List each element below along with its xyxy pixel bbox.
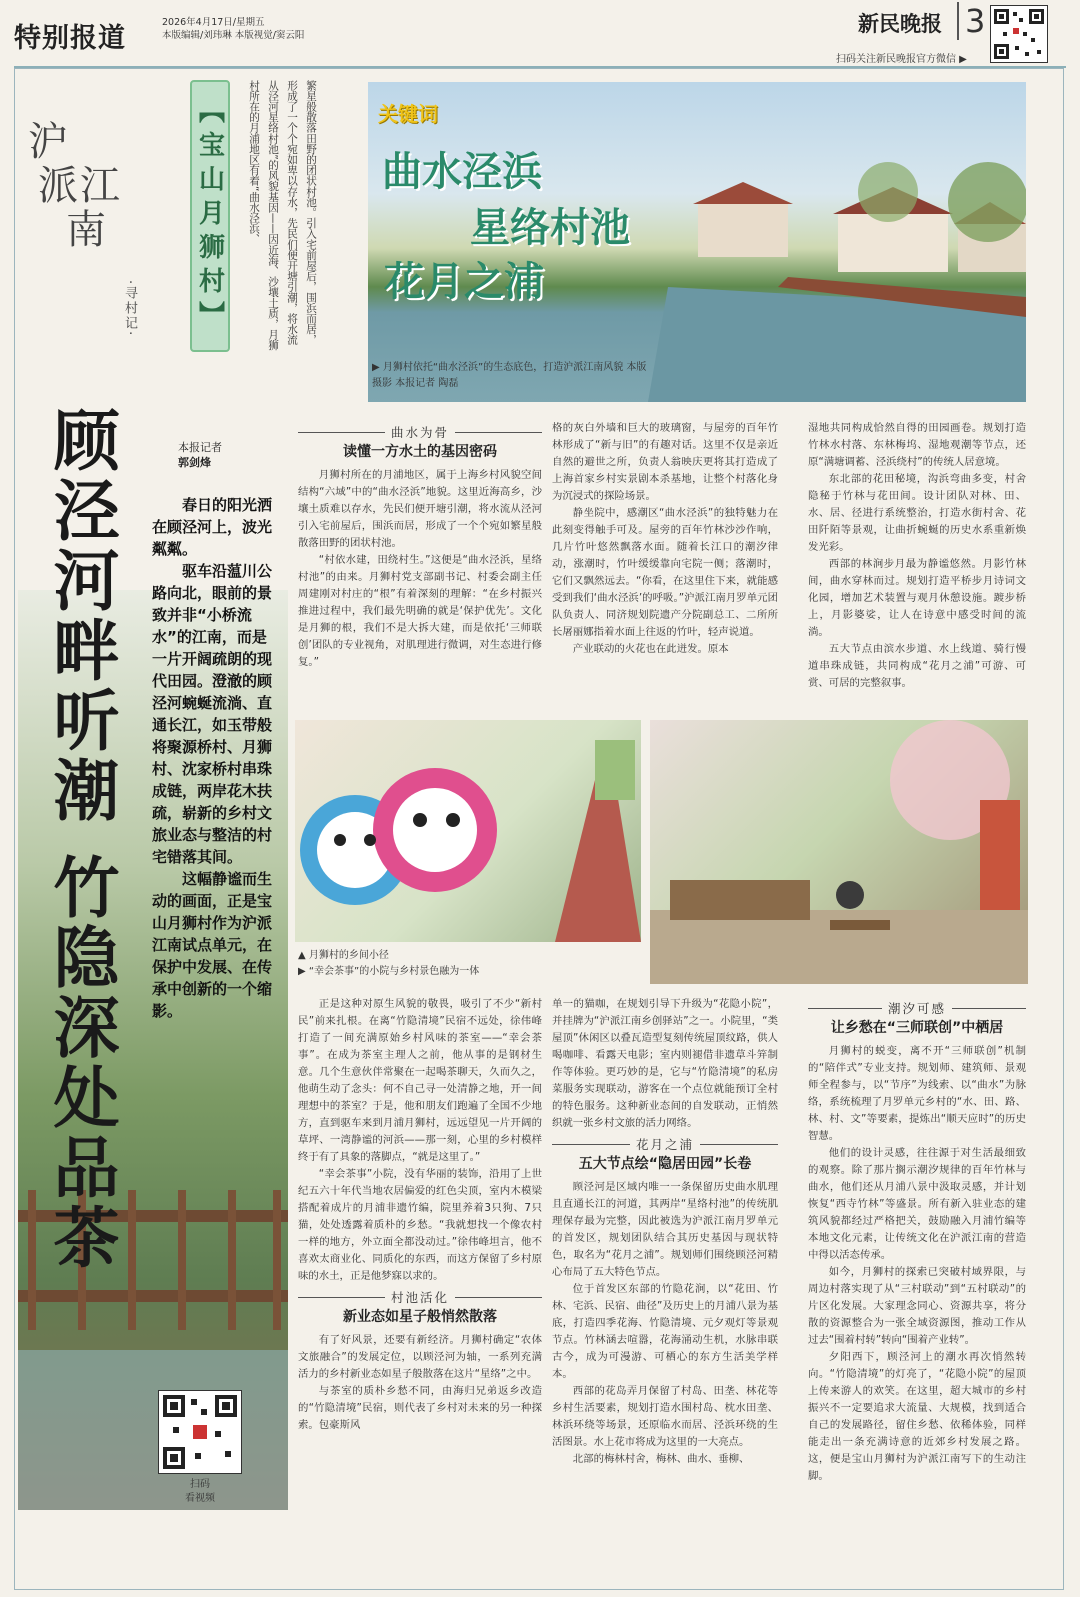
paragraph: 格的灰白外墙和巨大的玻璃窗，与屋旁的百年竹林形成了“新与旧”的有趣对话。这里不仅是亲近自然的避世之所，负责人翁映庆更将其打造成了上海首家乡村实景剧本杀基地，让整个村落化身为沉浸式的探险场景。: [552, 422, 778, 502]
byline-name: 郭剑烽: [178, 456, 211, 469]
masthead-char-4: 南: [66, 207, 106, 253]
main-photo-caption: ▶ 月狮村依托“曲水泾浜”的生态底色，打造沪派江南风貌 本版摄影 本报记者 陶磊: [372, 362, 647, 389]
paragraph: 湿地共同构成恰然自得的田园画卷。规划打造竹林水村落、东林梅坞、湿地观潮等节点，还原“满塘调蓄、泾浜绕村”的传统人居意境。: [808, 422, 1026, 468]
lead-p2: 驱车沿蕰川公路向北，眼前的景致并非“小桥流水”的江南，而是一片开阔疏朗的现代田园。澄澈的顾泾河蜿蜒流淌、直通长江，如玉带般将聚源桥村、月狮村、沈家桥村串珠成链，两岸花木扶疏，崭新的乡村文旅业态与整洁的村宅错落其间。: [152, 562, 273, 866]
section-label: 特别报道: [14, 23, 126, 54]
article-section-3: [808, 1000, 1026, 1485]
byline: [178, 440, 222, 470]
section-kicker: 曲水为骨: [298, 424, 542, 441]
editor-credit: 本版编辑/刘玮琳 本版视觉/窦云阳: [162, 30, 305, 41]
paragraph: 与茶室的质朴乡愁不同，由海归兄弟返乡改造的“竹隐清境”民宿，则代表了乡村对未来的另一种探索。包豪斯风: [298, 1385, 542, 1431]
paragraph: “村依水建，田绕村生。”这便是“曲水泾浜，星络村池”的由来。月狮村党支部副书记、村委会副主任周建刚对村庄的“根”有着深刻的理解：“在乡村振兴推进过程中，我们最先明确的就是‘保护优先’。文化是月狮的根，我们不是大拆大建，而是依托‘三师联创’团队的专业视角，对肌理进行微调，对生态进行修复。”: [298, 554, 542, 668]
paragraph: 静坐院中，感潮区“曲水泾浜”的独特魅力在此刻变得触手可及。屋旁的百年竹林沙沙作响，几片竹叶悠然飘落水面。随着长江口的潮汐律动，涨潮时，竹叶缓缓靠向宅院一侧；落潮时，它们又飘然远去。“你看，在这里住下来，就能感受到我们‘曲水泾浜’的呼吸。”沪派江南月罗单元团队负责人、同济规划院遗产分院副总工、二所所长屠丽娜指着水面上往返的竹叶，轻声说道。: [552, 507, 778, 638]
paragraph: 月狮村所在的月浦地区，属于上海乡村风貌空间结构“六域”中的“曲水泾浜”地貌。这里近海高乡，沙壤土质难以存水，先民们便开塘引潮，将水流从泾河引入宅前屋后，围浜而居，形成了一个个宛如繁星般散落田野的团状村池。: [298, 469, 542, 549]
keyword-line-1: 曲水泾浜: [382, 148, 542, 195]
paragraph: 东北部的花田秘境，沟浜弯曲多变，村舍隐秘于竹林与花田间。设计团队对林、田、水、居、径进行系统整治，打造水街村舍、花田阡陌等景观，让曲折蜿蜒的历史水系重新焕发光彩。: [808, 473, 1026, 553]
article-section-2b: [552, 996, 778, 1468]
headline: 顾泾河畔听潮 竹隐深处品茶: [42, 406, 120, 1273]
paragraph: “幸会茶事”小院，没有华丽的装饰，沿用了上世纪五六十年代当地农居偏爱的红色尖顶，室内木模梁搭配着成片的月浦非遗竹编，院里养着3只狗、7只猫，处处透露着质朴的乡愁。“我就想找一个像农村一样的地方，外立面全都没动过。”徐伟峰坦言，他不喜欢太商业化、同质化的东西，而这方保留了乡村原味的水土，正是他梦寐以求的。: [298, 1168, 542, 1282]
byline-label: 本报记者: [178, 441, 222, 454]
masthead-char-2: 派: [38, 163, 78, 209]
keyword-label: 关键词: [378, 102, 438, 126]
header-meta: [162, 16, 304, 42]
paragraph: 夕阳西下，顾泾河上的潮水再次悄然转向。“竹隐清境”的灯亮了，“花隐小院”的屋顶上传来游人的欢笑。在这里，超大城市的乡村振兴不一定要追求大流量、大规模，找到适合自己的发展路径，留住乡愁、依稀体验，同样能走出一条充满诗意的近郊乡村发展之路。这，便是宝山月狮村为沪派江南写下的生动注脚。: [808, 1351, 1026, 1482]
article-section-1c: [808, 420, 1026, 692]
masthead-char-3: 江: [80, 163, 120, 209]
paragraph: 月狮村的蜕变，离不开“三师联创”机制的“陪伴式”专业支持。规划师、建筑师、景观师全程参与，以“节序”为线索、以“曲水”为脉络，系统梳理了月罗单元乡村的“水、田、路、林、村、文”等要素，提炼出“顺天应时”的历史智慧。: [808, 1045, 1026, 1142]
photo-tea-garden: [650, 720, 1028, 984]
keyword-line-2: 星络村池: [470, 204, 630, 251]
lead-p3: 这幅静谧而生动的画面，正是宝山月狮村作为沪派江南试点单元，在保护中发展、在传承中创新的一个缩影。: [152, 870, 273, 1020]
section-kicker: 潮汐可感: [808, 1000, 1026, 1017]
column-masthead: [28, 120, 120, 252]
qr-code-icon[interactable]: [990, 5, 1048, 63]
issue-date: 2026年4月17日/星期五: [162, 17, 265, 28]
video-qr-caption: 扫码 看视频: [185, 1479, 215, 1504]
paragraph: 顾泾河是区域内唯一一条保留历史曲水肌理且直通长江的河道，其两岸“星络村池”的传统肌理保存最为完整，因此被选为沪派江南月罗单元的首发区，规划团队结合其历史基因与现状特色，取名为“花月之浦”。规划师们围绕顾泾河精心布局了五大特色节点。: [552, 1181, 778, 1278]
paragraph: 有了好风景，还要有新经济。月狮村确定“农体文旅融合”的发展定位，以顾泾河为轴，一系列充满活力的乡村新业态如星子般散落在这片“星络”之中。: [298, 1334, 542, 1380]
paragraph: 他们的设计灵感，往往源于对生活最细致的观察。除了那片搁示潮汐规律的百年竹林与曲水，他们还从月浦八景中汲取灵感，并计划恢复“西寺竹林”等盛景。所有新入驻业态的建筑风貌都经过严格把关，鼓励融入月浦竹编等本地文化元素，让传统文化在沪派江南的营造中得以活态传承。: [808, 1147, 1026, 1261]
section-kicker: 花月之浦: [552, 1136, 778, 1153]
article-section-1b: [552, 420, 778, 658]
paragraph: 如今，月狮村的探索已突破村域界限，与周边村落实现了从“三村联动”到“五村联动”的片区化发展。大家理念同心、资源共享，将分散的资源整合为一张全域资源图，推动工作从过去“围着村转”转向“围着产业转”。: [808, 1266, 1026, 1346]
paragraph: 西部的花岛弄月保留了村岛、田垄、林花等乡村生活要素，规划打造水围村岛、枕水田垄、林浜环绕等场景，还原临水而居、泾浜环绕的生活图景。水上花市将成为这里的一大亮点。: [552, 1385, 778, 1448]
lead-p1: 春日的阳光洒在顾泾河上，波光粼粼。: [152, 496, 273, 558]
caption-tea-house: ▶ “幸会茶事”的小院与乡村景色融为一体: [298, 966, 480, 977]
page-number: 3: [957, 2, 985, 40]
keyword-line-3: 花月之浦: [384, 258, 544, 305]
caption-path: ▲ 月狮村的乡间小径: [298, 950, 389, 961]
photo-lion-path: [295, 720, 641, 942]
intro-text: 繁星般散落田野的团状村池。引入宅前屋后，围浜而居，形成了一个个宛如卑以存水，先民们便开塘引潮，将水流从泾河星络村池”的风貌基因——因近海、沙壤土质，月狮村所在的月浦地区有着“曲水泾浜、: [248, 80, 317, 351]
lead-paragraphs: [152, 494, 272, 1022]
paragraph: 五大节点由滨水步道、水上线道、骑行慢道串珠成链，共同构成“花月之浦”可游、可赏、可居的完整叙事。: [808, 643, 1026, 689]
masthead-char-1: 沪: [28, 119, 68, 165]
column-subtitle: ·寻村记·: [122, 280, 137, 338]
paragraph: 西部的林涧步月最为静谧悠然。月影竹林间，曲水穿林而过。规划打造平桥步月诗词文化园，增加艺术装置与观月休憩设施。踱步桥上，月影婆娑，让人在诗意中感受时间的流淌。: [808, 558, 1026, 638]
video-qr-code-icon[interactable]: [158, 1390, 242, 1474]
newspaper-brand: 新民晚报: [858, 11, 942, 36]
village-tag: 【宝山月狮村】: [190, 80, 230, 352]
paragraph: 产业联动的火花也在此迸发。原本: [572, 643, 729, 655]
section-heading: 让乡愁在“三师联创”中栖居: [830, 1020, 1004, 1036]
paragraph: 位于首发区东部的竹隐花涧，以“花田、竹林、宅浜、民宿、曲径”及历史上的月浦八景为基底，打造四季花海、竹隐清境、元夕观灯等景观节点。竹林涵去喧嚣，花海涌动生机，水脉串联古今，成为可漫游、可栖心的东方生活美学样本。: [552, 1283, 778, 1380]
paragraph: 单一的猫咖，在规划引导下升级为“花隐小院”，并挂牌为“沪派江南乡创驿站”之一。小院里，“类屋顶”休闲区以叠瓦造型复刻传统屋顶纹路，供人喝咖啡、看露天电影；室内则褪借非遗草斗笄制作等体验。更巧妙的是，它与“竹隐清境”的私房菜服务实现联动，游客在一个点位就能预订全村的特色服务。这种新业态间的自发联动，正悄然织就一张乡村文旅的活力网络。: [552, 998, 778, 1129]
article-section-2a: [298, 996, 542, 1434]
article-section-1: [298, 424, 542, 671]
section-heading: 新业态如星子般悄然散落: [343, 1309, 497, 1325]
paragraph: 北部的梅林村舍，梅林、曲水、垂柳、: [572, 1453, 750, 1465]
header-rule: [14, 66, 1066, 68]
section-heading: 五大节点绘“隐居田园”长卷: [578, 1156, 752, 1172]
paragraph: 正是这种对原生风貌的敬畏，吸引了不少“新村民”前来扎根。在离“竹隐清境”民宿不远处，徐伟峰打造了一间充满原始乡村风味的茶室——“幸会茶事”。在成为茶室主理人之前，他从事的是钢材生意。几个生意伙伴常聚在一起喝茶聊天，久而久之，他萌生动了念头：何不自己寻一处清静之地，开一间理想中的茶室？于是，他和朋友们跑遍了全国不少地方，直到驱车来到月浦月狮村，远远望见一片开阔的草坪、一湾静谧的河浜——那一刻，心里的乡村模样终于有了具象的落脚点，“就是这里了。”: [298, 998, 542, 1163]
scan-prompt: 扫码关注新民晚报官方微信 ▶: [836, 54, 967, 65]
section-kicker: 村池活化: [298, 1289, 542, 1306]
photo-village-river: [368, 82, 1026, 402]
section-heading: 读懂一方水土的基因密码: [343, 444, 497, 460]
